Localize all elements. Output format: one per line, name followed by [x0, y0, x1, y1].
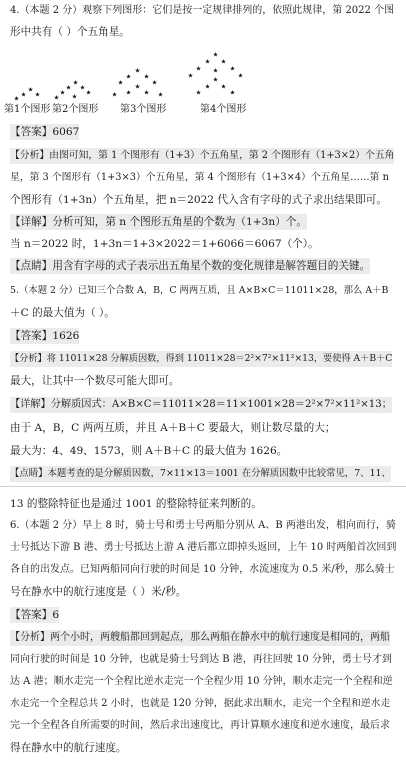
- q6-analysis-line5: 完一个全程各自所需要的时间，然后求出速度比，再计算顺水速度和逆水速度，最后求: [10, 720, 390, 731]
- q5-detail-line3: 最大为：4、49、1573，则 A＋B＋C 的最大值为 1626。: [10, 445, 288, 457]
- q6-analysis-line3: 达 A 港；顺水走完一个全程比逆水走完一个全程少用 10 分钟，顺水走完一个全程和逆: [10, 676, 393, 687]
- q4-analysis-line3: 个图形有（1+3n）个五角星，把 n＝2022 代入含有字母的式子求出结果即可。: [10, 194, 387, 206]
- q6-analysis-line1: 【分析】两个小时，两艘船都回到起点，那么两船在静水中的航行速度是相同的，两船: [10, 630, 390, 646]
- q6-answer: 【答案】6: [10, 609, 60, 621]
- figure-label-3: 第3个图形: [120, 104, 167, 115]
- q4-analysis-line1: 【分析】由图可知，第 1 个图形有（1+3）个五角星，第 2 个图形有（1+3×2）个五角: [10, 148, 394, 164]
- q5-detail-line2: 由于 A，B，C 两两互质，并且 A＋B＋C 要最大，则让数尽量的大；: [10, 422, 336, 434]
- q4-answer: 【答案】6067: [10, 126, 80, 138]
- figure-label-2: 第2个图形: [52, 104, 99, 115]
- q5-detail-line1: 【详解】分解质因式：A×B×C＝11011×28＝11×1001×28＝2²×7²×11²×13；: [10, 397, 392, 413]
- q5-comment: 【点睛】本题考查的是分解质因数，7×11×13＝1001 在分解质因数中比较常见，7、11、: [10, 466, 391, 482]
- q4-detail-line2: 当 n＝2022 时，1+3n＝1+3×2022＝1+6066＝6067（个）。: [10, 238, 319, 250]
- q6-stem-line2: 士号抵达下游 B 港、勇士号抵达上游 A 港后都立即掉头返回，上午 10 时两船首次回到: [10, 542, 397, 553]
- q4-analysis-line2: 星，第 3 个图形有（1+3×3）个五角星，第 4 个图形有（1+3×4）个五角星……第 n: [10, 172, 389, 183]
- q6-analysis-line6: 得在静水中的航行速度。: [10, 742, 127, 754]
- q6-stem-line4: 号在静水中的航行速度是（ ）米/秒。: [10, 586, 187, 598]
- q4-stem-line2: 形中共有（ ）个五角星。: [10, 26, 130, 38]
- q5-analysis-line2: 最大，让其中一个数尽可能大即可。: [10, 375, 180, 387]
- page-break-divider: [0, 486, 406, 487]
- q5-stem-line2: ＋C 的最大值为（ ）。: [10, 307, 115, 319]
- q5-comment-continued: 13 的整除特征也是通过 1001 的整除特征来判断的。: [10, 498, 262, 510]
- q4-detail-line1: 【详解】分析可知，第 n 个图形五角星的个数为（1+3n）个。: [10, 216, 307, 228]
- q5-stem-line1: 5.（本题 2 分）已知三个合数 A，B，C 两两互质，且 A×B×C＝11011×28，那么 A＋B: [10, 285, 389, 296]
- q6-stem-line1: 6.（本题 2 分）早上 8 时，骑士号和勇士号两船分别从 A、B 两港出发，相向而行，骑: [10, 520, 396, 531]
- q6-analysis-line4: 水走完一个全程总共 2 小时，也就是 120 分钟，据此求出顺水，走完一个全程和逆水走: [10, 698, 391, 709]
- q4-comment: 【点睛】用含有字母的式子表示出五角星个数的变化规律是解答题目的关键。: [10, 260, 371, 272]
- figure-label-4: 第4个图形: [200, 104, 247, 115]
- q5-answer: 【答案】1626: [10, 330, 80, 342]
- q6-analysis-line2: 同向行驶的时间是 10 分钟，也就是骑士号到达 B 港，再往回驶 10 分钟，勇士号才到: [10, 654, 392, 665]
- q6-stem-line3: 各自的出发点。已知两船同向行驶的时间是 10 分钟，水流速度为 0.5 米/秒，那么骑士: [10, 564, 395, 575]
- q5-analysis-line1: 【分析】将 11011×28 分解质因数，得到 11011×28＝2²×7²×11²×13，要使得 A＋B＋C: [10, 351, 392, 367]
- figure-label-1: 第1个图形: [4, 104, 51, 115]
- q4-stem-line1: 4.（本题 2 分）观察下列图形：它们是按一定规律排列的，依照此规律，第 2022 个图: [10, 5, 395, 16]
